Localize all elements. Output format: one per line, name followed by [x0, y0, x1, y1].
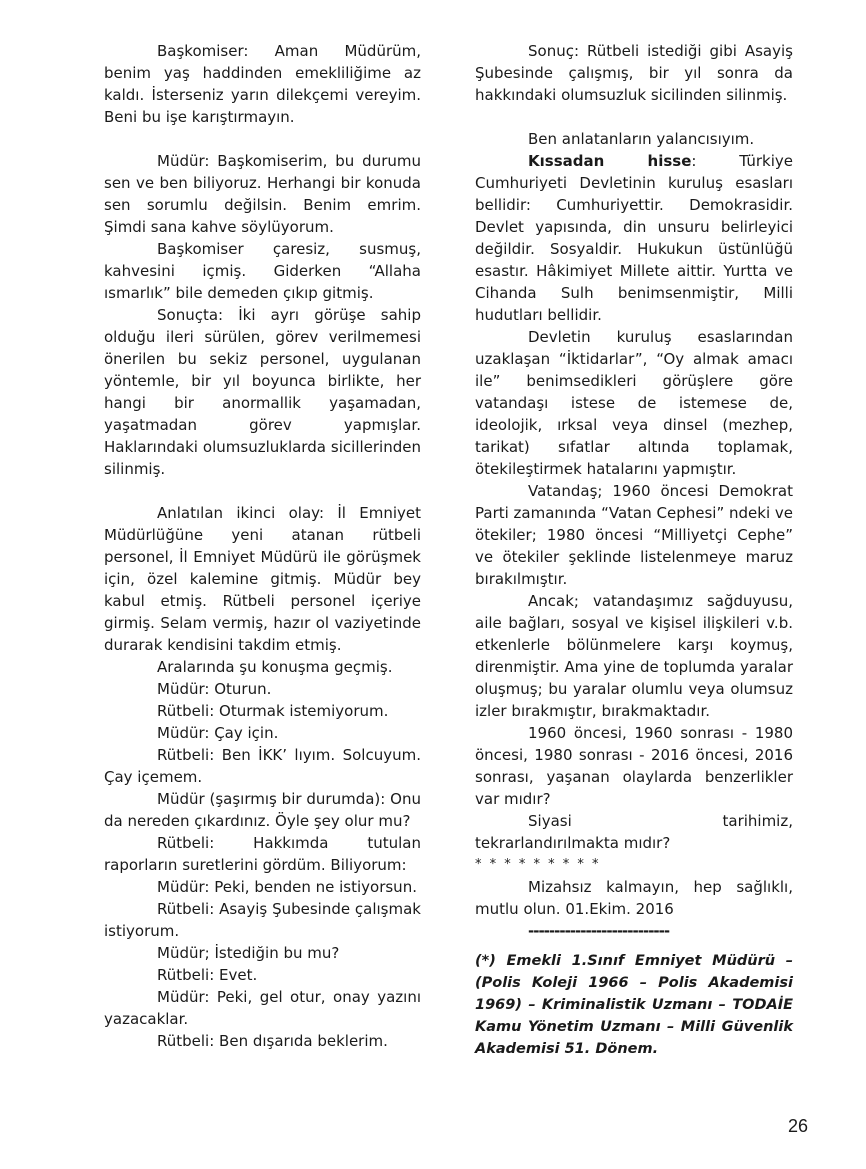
paragraph: Sonuç: Rütbeli istediği gibi Asayiş Şubesinde çalışmış, bir yıl sonra da hakkındaki olumsuzluk sicilinden silinmiş.: [475, 42, 793, 104]
closing-text: Mizahsız kalmayın, hep sağlıklı, mutlu olun. 01.Ekim. 2016: [475, 878, 793, 918]
paragraph: Başkomiser çaresiz, susmuş, kahvesini içmiş. Giderken “Allaha ısmarlık” bile demeden çıkıp gitmiş.: [104, 240, 421, 302]
dialogue-line: Müdür; İstediğin bu mu?: [157, 944, 340, 962]
dialogue-line: Rütbeli: Oturmak istemiyorum.: [157, 702, 389, 720]
paragraph: 1960 öncesi, 1960 sonrası - 1980 öncesi, 1980 sonrası - 2016 öncesi, 2016 sonrası, yaşanan olaylarda benzerlikler var mıdır?: [475, 724, 793, 808]
paragraph: Siyasi tarihimiz, tekrarlandırılmakta mıdır?: [475, 812, 793, 852]
dialogue-line: Rütbeli: Hakkımda tutulan raporların suretlerini gördüm. Biliyorum:: [104, 834, 421, 874]
dialogue-line: Müdür (şaşırmış bir durumda): Onu da nereden çıkardınız. Öyle şey olur mu?: [104, 790, 421, 830]
dialogue-line: Rütbeli: Ben İKK’ lıyım. Solcuyum. Çay içemem.: [104, 746, 421, 786]
separator-stars: * * * * * * * * *: [475, 857, 601, 872]
author-footnote: (*) Emekli 1.Sınıf Emniyet Müdürü – (Polis Koleji 1966 – Polis Akademisi 1969) – Kriminalistik Uzmanı – TODAİE Kamu Yönetim Uzmanı – Milli Güvenlik Akademisi 51. Dönem.: [475, 953, 793, 1057]
paragraph: Anlatılan ikinci olay: İl Emniyet Müdürlüğüne yeni atanan rütbeli personel, İl Emniyet Müdürü ile görüşmek için, özel kalemine gitmiş. Müdür bey kabul etmiş. Rütbeli personel içeriye girmiş. Selam vermiş, hazır ol vaziyetinde durarak kendisini takdim etmiş.: [104, 504, 421, 654]
paragraph: [475, 150, 793, 326]
dialogue-line: Rütbeli: Evet.: [157, 966, 258, 984]
dialogue-line: Müdür: Peki, gel otur, onay yazını yazacaklar.: [104, 988, 421, 1028]
page-number: 26: [787, 1116, 808, 1136]
paragraph: Aralarında şu konuşma geçmiş.: [157, 658, 393, 676]
paragraph-text: : Türkiye Cumhuriyeti Devletinin kuruluş esasları bellidir: Cumhuriyettir. Demokrasidir. Devlet yapısında, din unsuru belirleyici değildir. Sosyaldir. Hukukun üstünlüğü esastır. Hâkimiyet Millete aittir. Yurtta ve Cihanda Sulh benimsenmiştir, Milli hudutları bellidir.: [475, 152, 794, 324]
paragraph: Sonuçta: İki ayrı görüşe sahip olduğu ileri sürülen, görev verilmemesi önerilen bu sekiz personel, uygulanan yöntemle, bir yıl boyunca birlikte, her hangi bir anormallik yaşamadan, yaşatmadan görev yapmışlar. Haklarındaki olumsuzluklarda sicillerinden silinmiş.: [104, 306, 421, 478]
dialogue-line: Rütbeli: Asayiş Şubesinde çalışmak istiyorum.: [104, 900, 421, 940]
dialogue-line: Rütbeli: Ben dışarıda beklerim.: [157, 1032, 388, 1050]
paragraph: Ancak; vatandaşımız sağduyusu, aile bağları, sosyal ve kişisel ilişkileri v.b. etkenlerle bölünmelere karşı koymuş, direnmiştir. Ama yine de toplumda yaralar oluşmuş; bu yaralar olumlu veya olumsuz izler bırakmıştır, bırakmaktadır.: [475, 592, 793, 720]
separator-dashes: ---------------------------: [528, 922, 670, 940]
term-kissadan-hisse: Kıssadan hisse: [528, 152, 692, 170]
left-column: [104, 40, 421, 1052]
paragraph: Başkomiser: Aman Müdürüm, benim yaş haddinden emekliliğime az kaldı. İsterseniz yarın dilekçemi vereyim. Beni bu işe karıştırmayın.: [104, 42, 421, 126]
dialogue-line: Müdür: Oturun.: [157, 680, 272, 698]
right-column: [475, 40, 793, 1060]
dialogue-line: Müdür: Çay için.: [157, 724, 279, 742]
paragraph: Vatandaş; 1960 öncesi Demokrat Parti zamanında “Vatan Cephesi” ndeki ve ötekiler; 1980 öncesi “Milliyetçi Cephe” ve ötekiler şeklinde listelenmeye maruz bırakılmıştır.: [475, 482, 793, 588]
paragraph: Ben anlatanların yalancısıyım.: [528, 130, 755, 148]
paragraph: Devletin kuruluş esaslarından uzaklaşan “İktidarlar”, “Oy almak amacı ile” benimsedikleri görüşlere göre vatandaşı istese de istemese de, ideolojik, ırksal veya dinsel (mezhep, tarikat) sıfatlar altında toplamak, ötekileştirmek hatalarını yapmıştır.: [475, 328, 793, 478]
paragraph: Müdür: Başkomiserim, bu durumu sen ve ben biliyoruz. Herhangi bir konuda sen sorumlu değilsin. Benim emrim. Şimdi sana kahve söylüyorum.: [104, 152, 421, 236]
dialogue-line: Müdür: Peki, benden ne istiyorsun.: [157, 878, 417, 896]
